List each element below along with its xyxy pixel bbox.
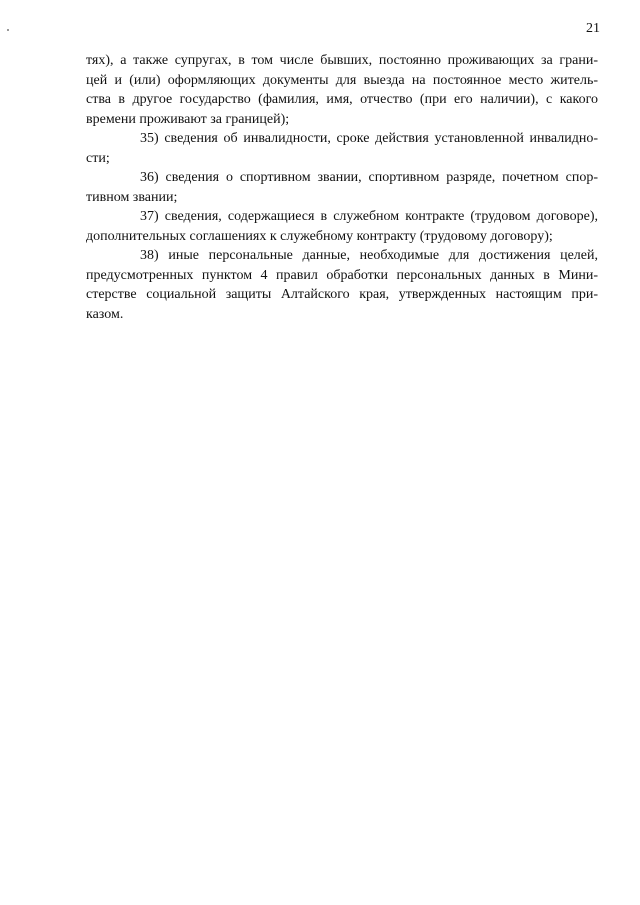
scan-speck <box>7 29 9 31</box>
list-item-35-line: 35) сведения об инвалидности, сроке действия установленной инвалидно- <box>140 131 598 146</box>
document-body <box>86 51 598 324</box>
list-item-35-line: сти; <box>86 150 110 166</box>
text-line: времени проживают за границей); <box>86 111 290 127</box>
list-item-37-line: 37) сведения, содержащиеся в служебном контракте (трудовом договоре), <box>140 209 598 224</box>
page-number: 21 <box>586 21 600 36</box>
list-item-37-line: дополнительных соглашениях к служебному контракту (трудовому договору); <box>86 228 553 244</box>
list-item-36-line: 36) сведения о спортивном звании, спортивном разряде, почетном спор- <box>140 170 598 185</box>
text-line: тях), а также супругах, в том числе бывших, постоянно проживающих за грани- <box>86 53 598 68</box>
list-item-38-line: 38) иные персональные данные, необходимые для достижения целей, <box>140 248 598 263</box>
list-item-38-line: предусмотренных пунктом 4 правил обработки персональных данных в Мини- <box>86 267 598 283</box>
list-item-38-line: стерстве социальной защиты Алтайского края, утвержденных настоящим при- <box>86 287 598 302</box>
list-item-38-line: казом. <box>86 306 124 322</box>
text-line: ства в другое государство (фамилия, имя, отчество (при его наличии), с какого <box>86 92 598 107</box>
list-item-36-line: тивном звании; <box>86 189 178 205</box>
text-line: цей и (или) оформляющих документы для выезда на постоянное место житель- <box>86 72 598 88</box>
